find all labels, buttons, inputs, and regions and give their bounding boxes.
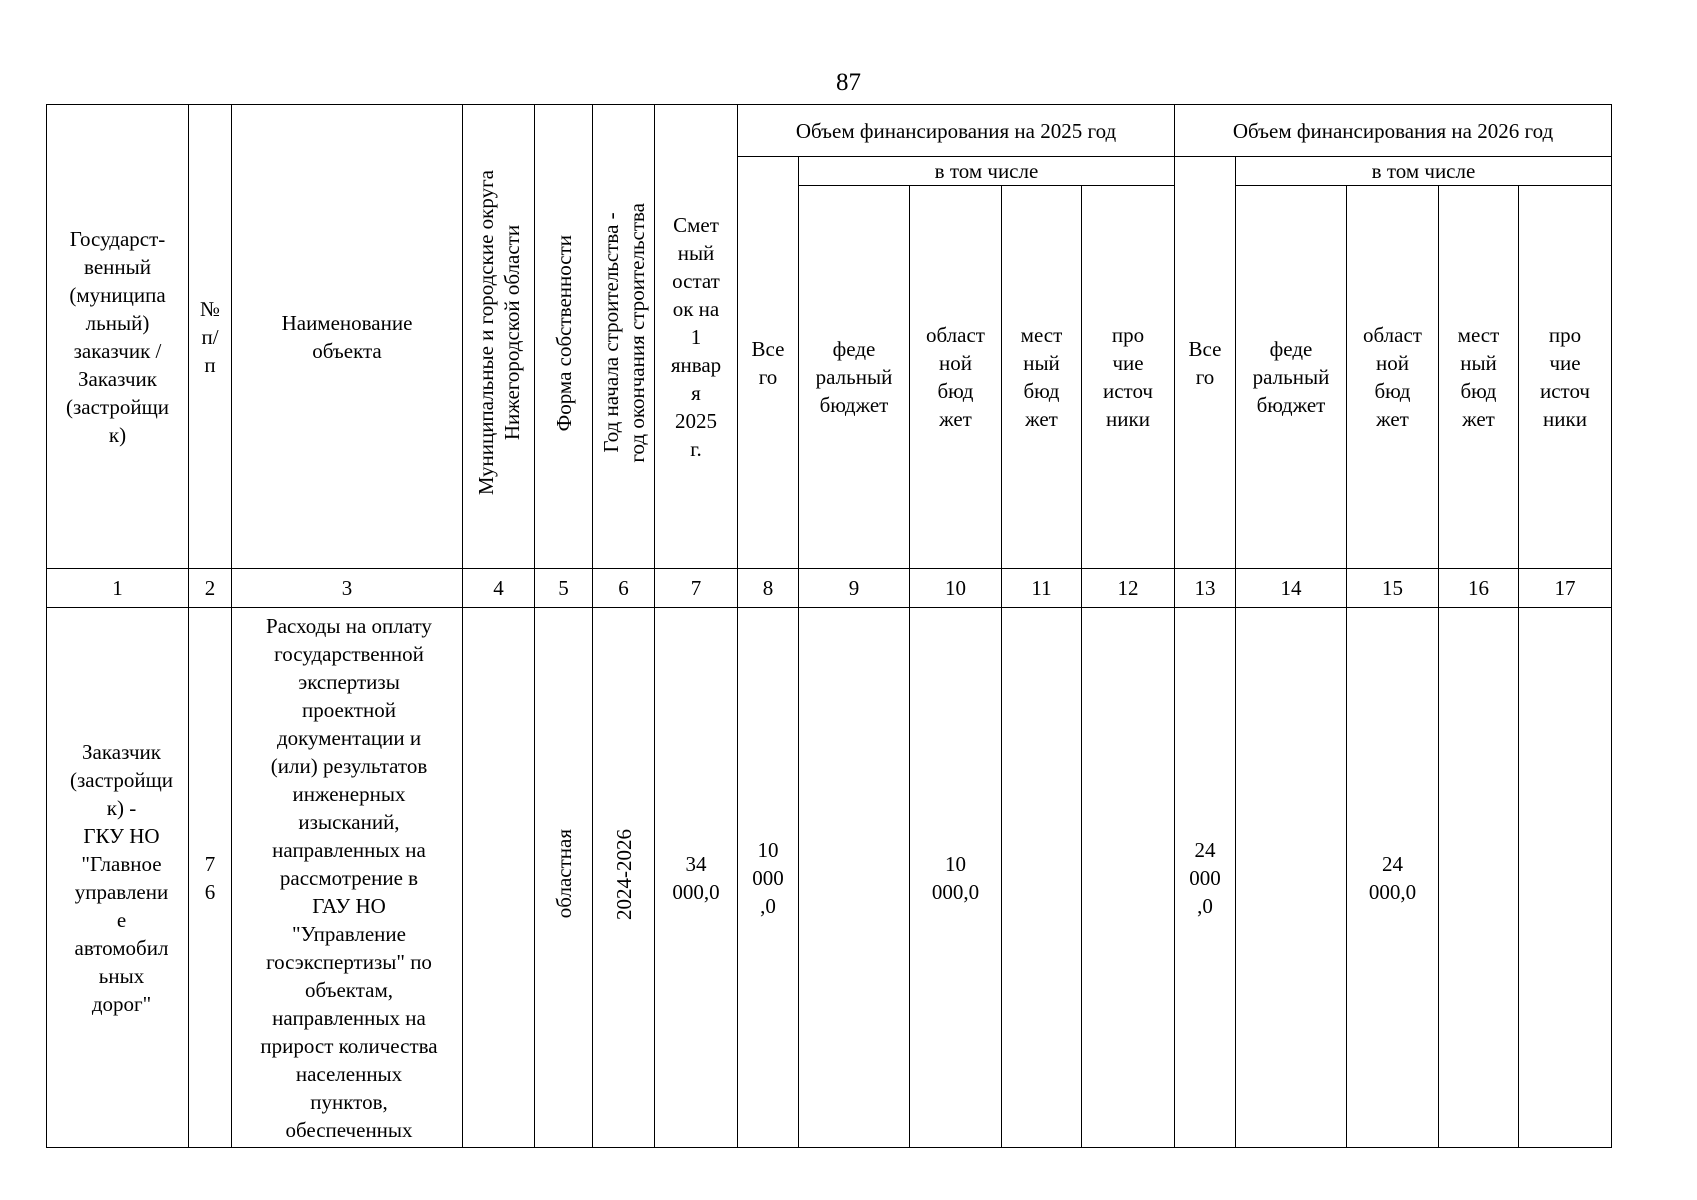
header-estimate-rest: Смет ный остат ок на 1 январ я 2025 г. (655, 105, 738, 569)
column-number-row (47, 569, 1612, 608)
column-number: 13 (1175, 569, 1236, 608)
header-total-2026: Все го (1175, 157, 1236, 569)
header-years: Год начала строительства - год окончания строительства (598, 203, 649, 463)
header-local-2025: мест ный бюд жет (1002, 186, 1082, 569)
column-number: 6 (593, 569, 655, 608)
header-object-name: Наименование объекта (232, 105, 463, 569)
row-local-2026 (1439, 608, 1519, 1148)
column-number: 14 (1236, 569, 1347, 608)
header-including-2026: в том числе (1236, 157, 1612, 186)
header-regional-2026: област ной бюд жет (1347, 186, 1439, 569)
column-number: 3 (232, 569, 463, 608)
header-ownership: Форма собственности (551, 234, 576, 432)
column-number: 16 (1439, 569, 1519, 608)
row-total-2025: 10 000 ,0 (738, 608, 799, 1148)
column-number: 2 (189, 569, 232, 608)
header-other-2026: про чие источ ники (1519, 186, 1612, 569)
header-funding-2026: Объем финансирования на 2026 год (1175, 105, 1612, 157)
header-years-cell (593, 105, 655, 569)
row-estimate-rest: 34 000,0 (655, 608, 738, 1148)
row-other-2025 (1082, 608, 1175, 1148)
row-years: 2024-2026 (611, 828, 636, 920)
header-including-2025: в том числе (799, 157, 1175, 186)
row-local-2025 (1002, 608, 1082, 1148)
column-number: 4 (463, 569, 535, 608)
row-total-2026: 24 000 ,0 (1175, 608, 1236, 1148)
column-number: 9 (799, 569, 910, 608)
header-ownership-cell (535, 105, 593, 569)
header-total-2025: Все го (738, 157, 799, 569)
header-local-2026: мест ный бюд жет (1439, 186, 1519, 569)
column-number: 5 (535, 569, 593, 608)
row-municipal (463, 608, 535, 1148)
financing-table (46, 104, 1612, 1148)
page-number: 87 (836, 69, 861, 96)
header-customer: Государст- венный (муниципа льный) заказчик / Заказчик (застройщи к) (47, 105, 189, 569)
column-number: 17 (1519, 569, 1612, 608)
header-regional-2025: област ной бюд жет (910, 186, 1002, 569)
row-object-name: Расходы на оплату государственной экспертизы проектной документации и (или) результатов инженерных изысканий, направленных на рассмотрение в ГАУ НО "Управление госэкспертизы" по объектам, направленных на прирост количества населенных пунктов, обеспеченных (232, 608, 463, 1148)
row-federal-2025 (799, 608, 910, 1148)
row-other-2026 (1519, 608, 1612, 1148)
header-federal-2026: феде ральный бюджет (1236, 186, 1347, 569)
row-ownership: областная (551, 829, 576, 919)
row-regional-2026: 24 000,0 (1347, 608, 1439, 1148)
column-number: 15 (1347, 569, 1439, 608)
header-other-2025: про чие источ ники (1082, 186, 1175, 569)
column-number: 1 (47, 569, 189, 608)
row-regional-2025: 10 000,0 (910, 608, 1002, 1148)
header-municipal: Муниципальные и городские округа Нижегородской области (473, 170, 524, 496)
row-customer: Заказчик (застройщи к) - ГКУ НО "Главное управлени е автомобил ьных дорог" (47, 608, 189, 1148)
row-federal-2026 (1236, 608, 1347, 1148)
column-number: 11 (1002, 569, 1082, 608)
column-number: 10 (910, 569, 1002, 608)
column-number: 12 (1082, 569, 1175, 608)
header-funding-2025: Объем финансирования на 2025 год (738, 105, 1175, 157)
header-federal-2025: феде ральный бюджет (799, 186, 910, 569)
header-num: № п/ п (189, 105, 232, 569)
header-municipal-cell (463, 105, 535, 569)
row-years-cell (593, 608, 655, 1148)
column-number: 7 (655, 569, 738, 608)
row-num: 7 6 (189, 608, 232, 1148)
column-number: 8 (738, 569, 799, 608)
row-ownership-cell (535, 608, 593, 1148)
table-row (47, 608, 1612, 1148)
